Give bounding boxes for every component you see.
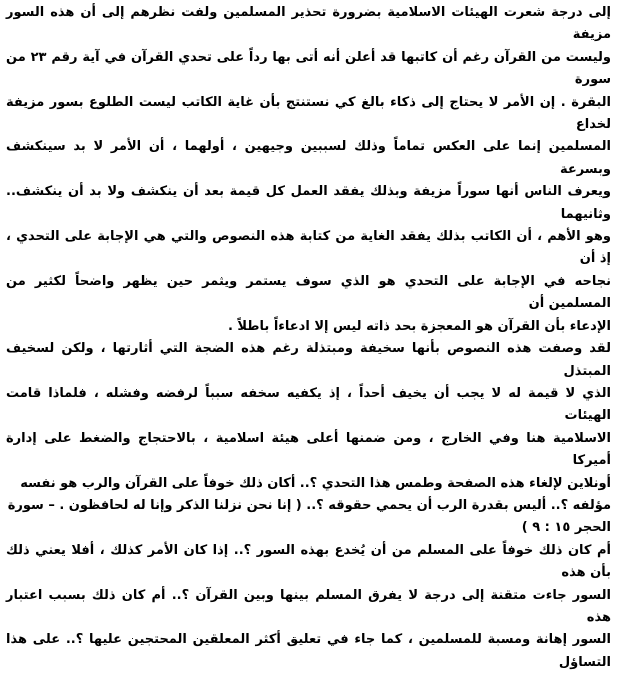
paragraph-2: لقد وصفت هذه النصوص بأنها سخيفة ومبتذلة رغم هذه الضجة التي أثارتها ، ولكن لسخيف المبتذل الذي لا قيمة له لا يجب أن يخيف أحداً ، إذ يكفيه سخفه سبباً لرفضه وفشله ، فلماذا قامت الهيئات الاسلامية هنا وفي الخارج ، ومن ضمنها أعلى هيئة اسلامية ، بالاحتجاج والضغط على إدارة أميركا أونلاين لإلغاء هذه الصفحة وطمس هذا التحدي ؟.. أكان ذلك خوفاً على القرآن والرب هو نفسه مؤلفه ؟.. أليس بقدرة الرب أن يحمي حقوقه ؟.. ( إنا نحن نزلنا الذكر وإنا له لحافظون . – سورة الحجر ١٥ : ٩ ) [6,341,611,536]
paragraph-3: أم كان ذلك خوفاً على المسلم من أن يُخدع بهذه السور ؟.. إذا كان الأمر كذلك ، أفلا يعني ذلك بأن هذه السور جاءت متقنة إلى درجة لا يفرق المسلم بينها وبين القرآن ؟.. أم كان ذلك بسبب اعتبار هذه السور إهانة ومسبة للمسلمين ، كما جاء في تعليق أكثر المعلقين المحتجين عليها ؟.. على هذا التساؤل [6,542,611,670]
paragraph-1: إلى درجة شعرت الهيئات الاسلامية بضرورة تحذير المسلمين ولفت نظرهم إلى أن هذه السور مزيفة وليست من القرآن رغم أن كاتبها قد أعلن أنه أتى بها رداً على تحدي القرآن في آية رقم ٢٣ من سورة البقرة . إن الأمر لا يحتاج إلى ذكاء بالغ كي نستنتج بأن غاية الكاتب ليست الطلوع بسور مزيفة لخداع المسلمين إنما على العكس تماماً وذلك لسببين وجيهين ، أولهما ، أن الأمر لا بد سينكشف وبسرعة ويعرف الناس أنها سوراً مزيفة وبذلك يفقد العمل كل قيمة بعد أن ينكشف ولا بد أن ينكشف.. وثانيهما وهو الأهم ، أن الكاتب بذلك يفقد الغاية من كتابة هذه النصوص والتي هي الإجابة على التحدي ، إذ أن نجاحه في الإجابة على التحدي هو الذي سوف يستمر ويثمر حين يظهر واضحاً لكثير من المسلمين أن الإدعاء بأن القرآن هو المعجزة بحد ذاته ليس إلا ادعاءاً باطلاً . [6,5,611,334]
